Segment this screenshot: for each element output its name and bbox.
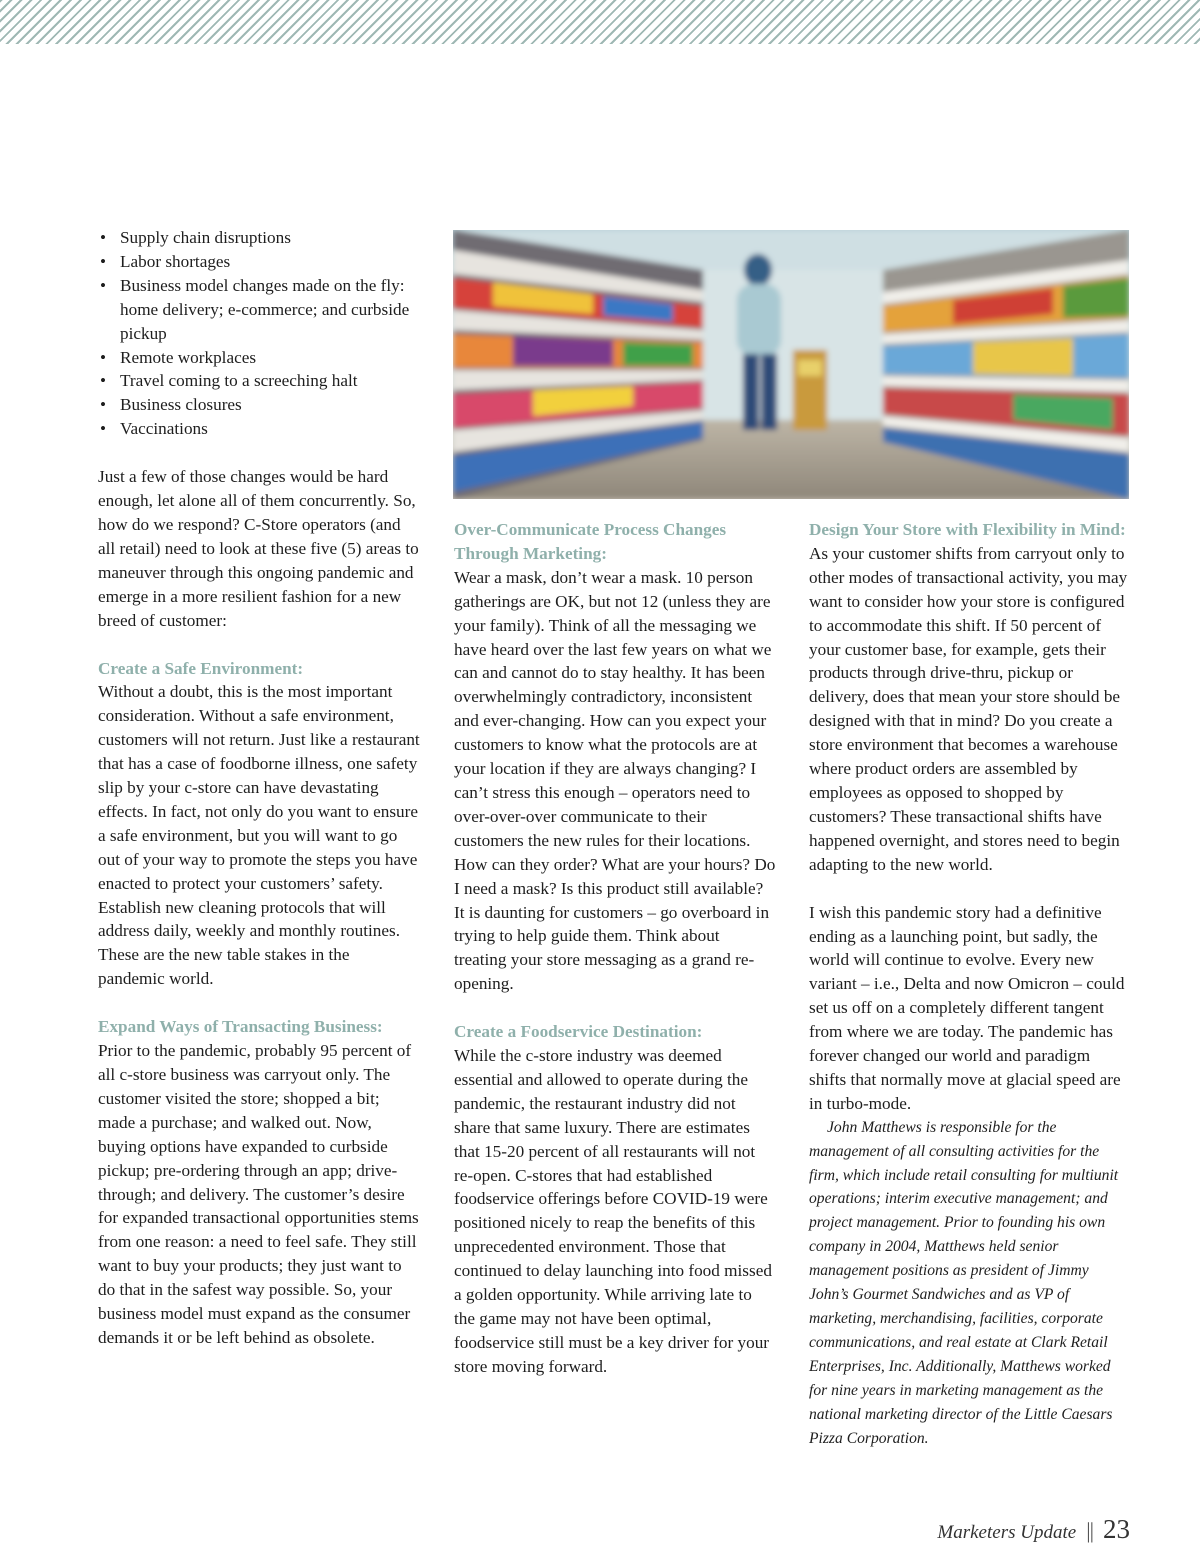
footer-separator: ||: [1086, 1518, 1093, 1543]
list-item: • Remote workplaces: [98, 346, 420, 370]
section-body-safe-environment: Without a doubt, this is the most important consideration. Without a safe environment, customers will not return. Just like a restaurant that has a case of foodborne illness, one safety slip by your c-store can have devastating effects. In fact, not only do you want to ensure a safe environment, but you will want to go out of your way to promote the steps you have enacted to protect your customers’ safety. Establish new cleaning protocols that will address daily, weekly and monthly routines. These are the new table stakes in the pandemic world.: [98, 682, 420, 989]
closing-paragraph: I wish this pandemic story had a definitive ending as a launching point, but sadly, the world will continue to evolve. Every new variant – i.e., Delta and now Omicron – could set us off on a completely different tangent from where we are today. The pandemic has forever changed our world and paradigm shifts that normally move at glacial speed are in turbo-mode.: [809, 902, 1125, 1113]
publication-name: Marketers Update: [937, 1522, 1077, 1543]
section-heading-over-communicate: Over-Communicate Process Changes Through Marketing:: [454, 520, 727, 563]
author-bio: John Matthews is responsible for the management of all consulting activities for the firm, which include retail consulting for multiunit operations; interim executive management; and project management. Prior to founding his own company in 2004, Matthews held senior management positions as president of Jimmy John’s Gourmet Sandwiches and as VP of marketing, merchandising, facilities, corporate communications, and real estate at Clark Retail Enterprises, Inc. Additionally, Matthews worked for nine years in marketing management as the national marketing director of the Little Caesars Pizza Corporation.: [809, 1118, 1119, 1447]
list-item: • Supply chain disruptions: [98, 226, 420, 250]
column-middle: [454, 518, 776, 1379]
section-body-over-communicate: Wear a mask, don’t wear a mask. 10 person gatherings are OK, but not 12 (unless they are your family). Think of all the messaging we have heard over the last few years on what we can and cannot do to stay healthy. It has been overwhelmingly contradictory, inconsistent and ever-changing. How can you expect your customers to know what the protocols are at your location if they are always changing? I can’t stress this enough – operators need to over-over-over communicate to their customers the new rules for their locations. How can they order? What are your hours? Do I need a mask? Is this product still available? It is daunting for customers – go overboard in trying to help guide them. Think about treating your store messaging as a grand re-opening.: [454, 567, 776, 994]
page-number: 23: [1103, 1514, 1130, 1544]
section-heading-store-design: Design Your Store with Flexibility in Mind:: [809, 520, 1126, 539]
section-heading-safe-environment: Create a Safe Environment:: [98, 658, 304, 678]
list-item: • Labor shortages: [98, 250, 420, 274]
challenges-list: [98, 226, 420, 441]
list-item: • Business closures: [98, 393, 420, 417]
column-left: [98, 226, 420, 1350]
section-body-transacting-business: Prior to the pandemic, probably 95 percent of all c-store business was carryout only. The customer visited the store; shopped a bit; made a purchase; and walked out. Now, buying options have expanded to curbside pickup; pre-ordering through an app; drive-through; and delivery. The customer’s desire for expanded transactional opportunities stems from one reason: a need to feel safe. They still want to buy your products; they just want to do that in the safest way possible. So, your business model must expand as the consumer demands it or be left behind as obsolete.: [98, 1041, 419, 1347]
column-right: [809, 518, 1131, 1450]
list-item: • Vaccinations: [98, 417, 420, 441]
list-item: • Travel coming to a screeching halt: [98, 369, 420, 393]
section-body-foodservice: While the c-store industry was deemed essential and allowed to operate during the pandemic, the restaurant industry did not share that same luxury. There are estimates that 15-20 percent of all restaurants will not re-open. C-stores that had established foodservice offerings before COVID-19 were positioned nicely to reap the benefits of this unprecedented environment. Those that continued to delay launching into food missed a golden opportunity. While arriving late to the game may not have been optimal, foodservice still must be a key driver for your store moving forward.: [454, 1046, 772, 1376]
section-body-store-design: As your customer shifts from carryout only to other modes of transactional activity, you may want to consider how your store is configured to accommodate this shift. If 50 percent of your customer base, for example, gets their products through drive-thru, pickup or delivery, does that mean your store should be designed with that in mind? Do you create a store environment that becomes a warehouse where product orders are assembled by employees as opposed to shopped by customers? These transactional shifts have happened overnight, and stores need to begin adapting to the new world.: [809, 543, 1128, 874]
list-item: • Business model changes made on the fly: home delivery; e-commerce; and curbside pickup: [98, 274, 420, 346]
section-heading-transacting-business: Expand Ways of Transacting Business:: [98, 1017, 383, 1037]
decorative-top-stripe: [0, 0, 1200, 44]
page-footer: [937, 1514, 1130, 1545]
store-aisle-photo: [453, 230, 1129, 499]
store-aisle-illustration: [453, 230, 1129, 499]
intro-paragraph: Just a few of those changes would be hard enough, let alone all of them concurrently. So, how do we respond? C-Store operators (and all retail) need to look at these five (5) areas to maneuver through this ongoing pandemic and emerge in a more resilient fashion for a new breed of customer:: [98, 467, 419, 630]
section-heading-foodservice: Create a Foodservice Destination:: [454, 1022, 703, 1042]
